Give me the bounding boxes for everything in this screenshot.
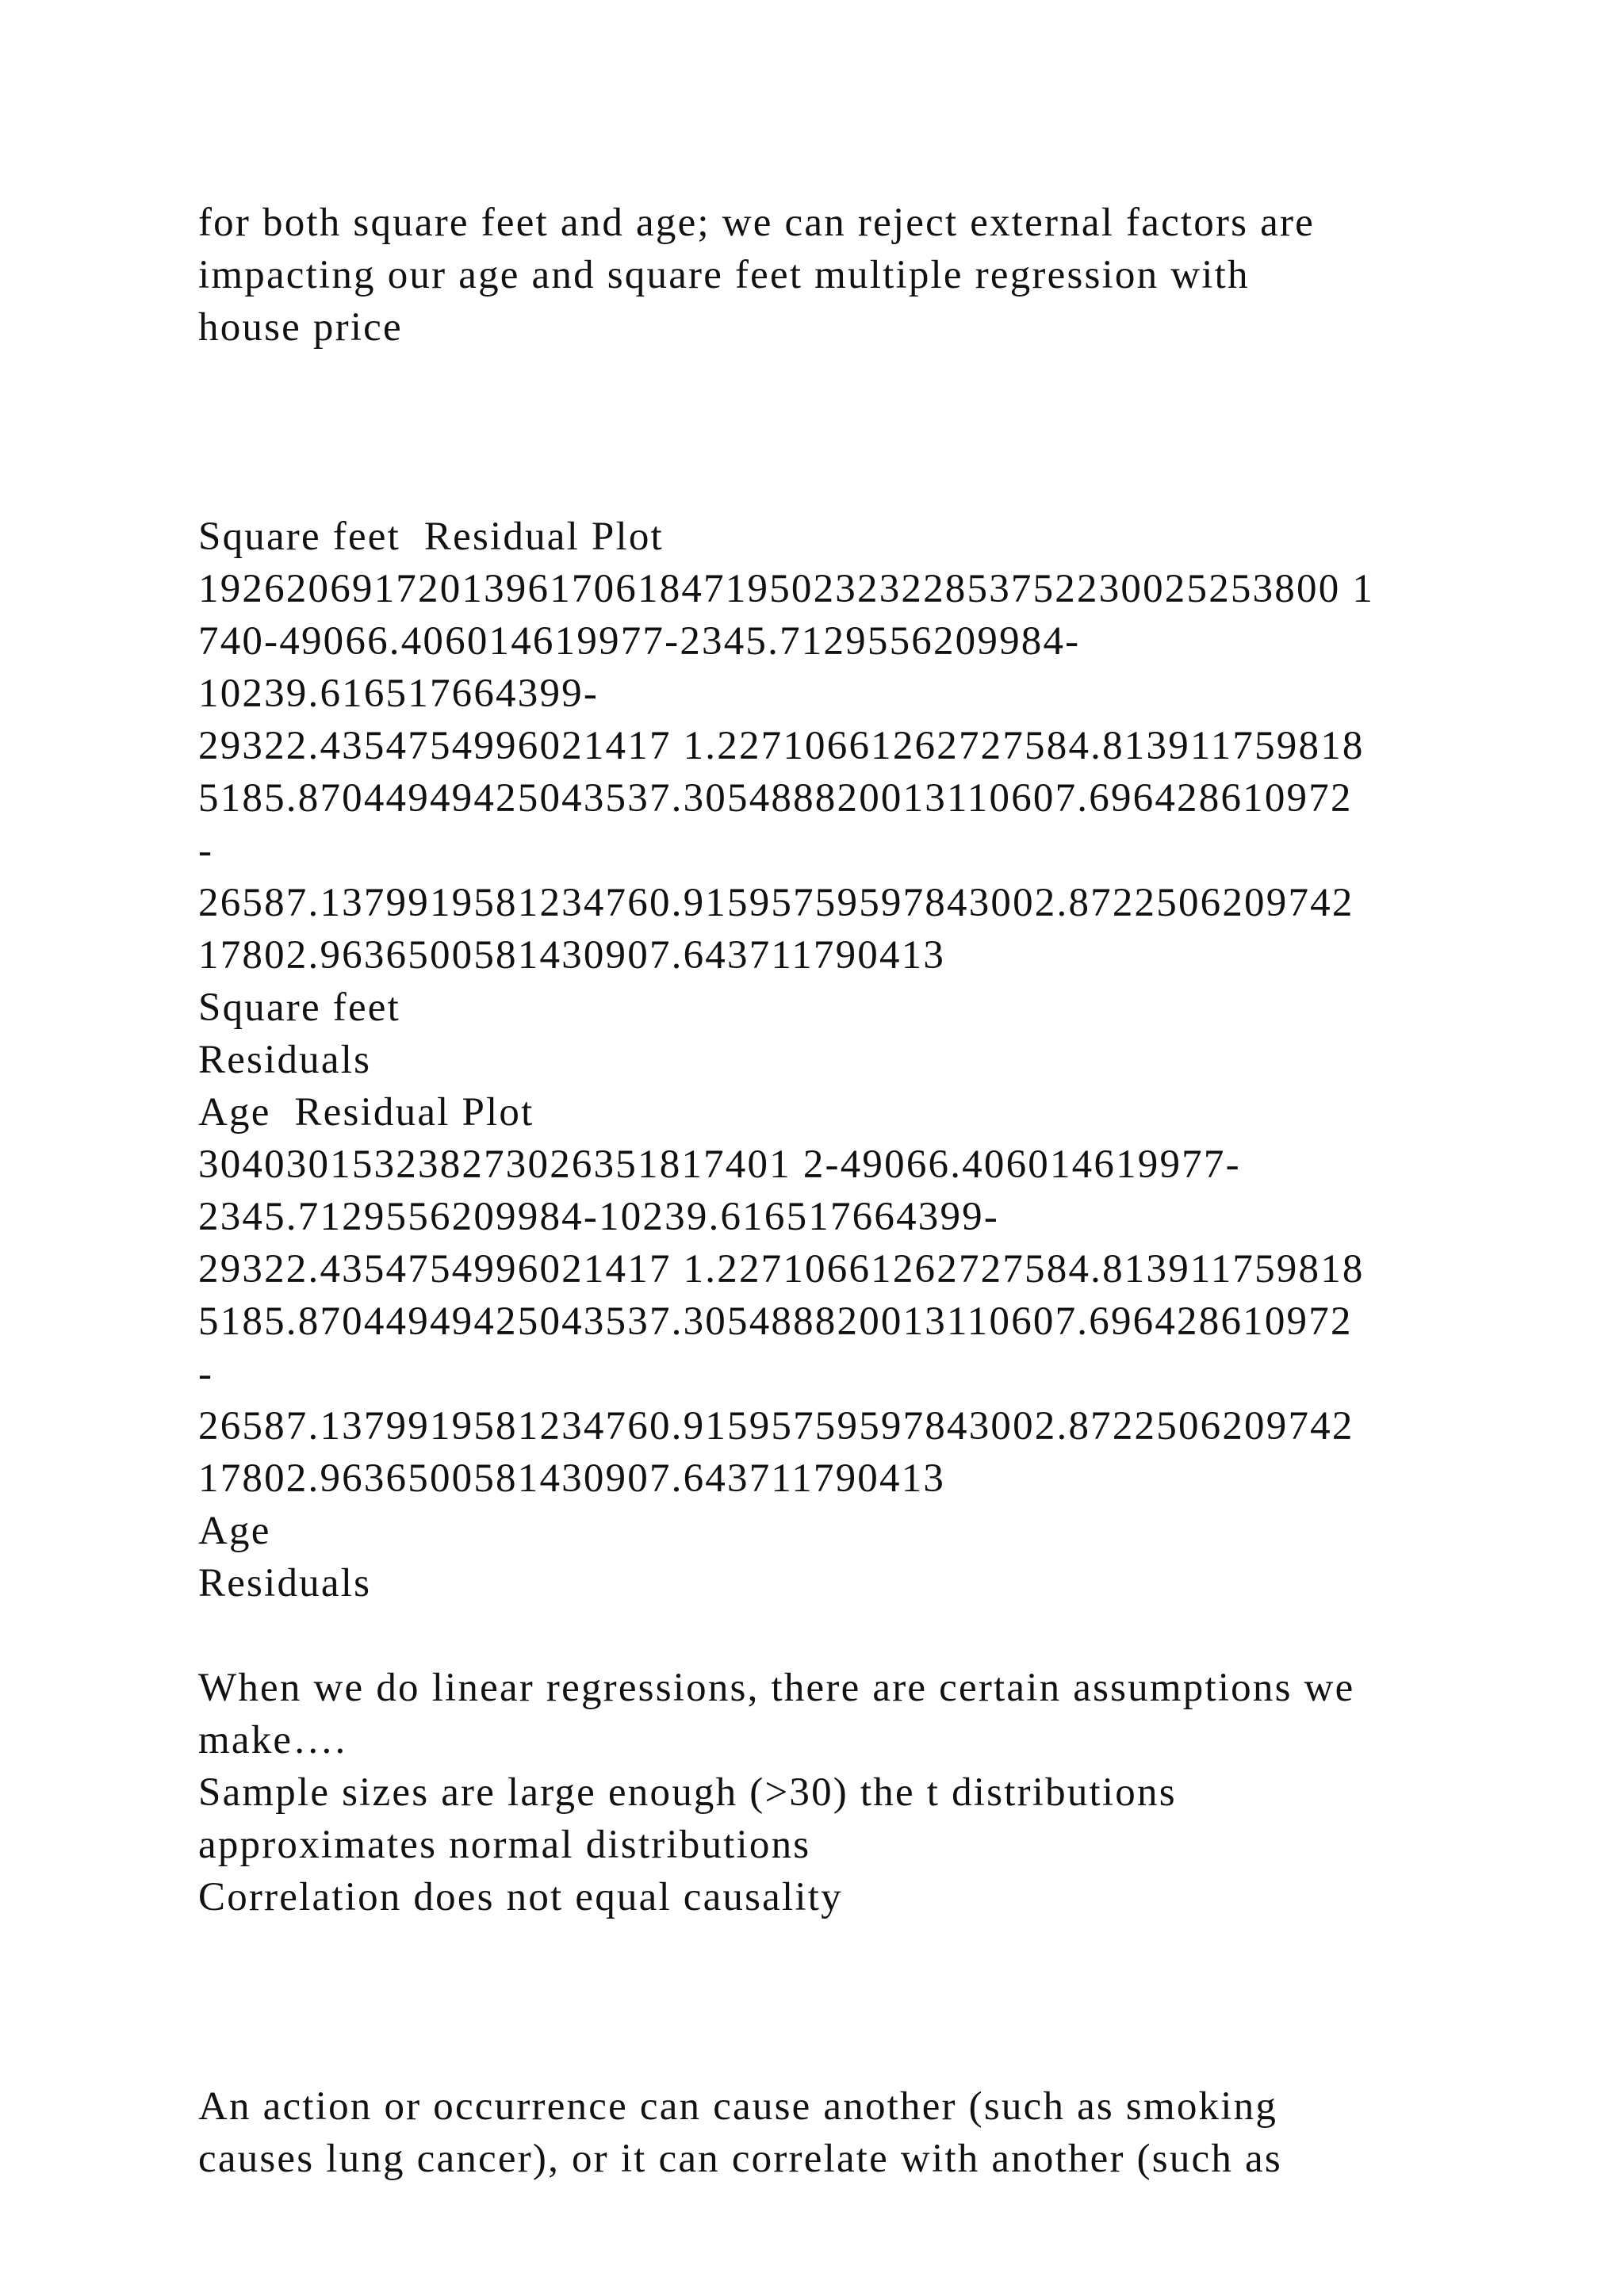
text-line: causes lung cancer), or it can correlate with another (such as	[198, 2137, 1282, 2181]
text-line: Sample sizes are large enough (>30) the t distributions	[198, 1770, 1177, 1815]
text-line: approximates normal distributions	[198, 1823, 811, 1867]
plot-data-line: 304030153238273026351817401 2-49066.406014619977-	[198, 1142, 1241, 1187]
plot-data-line: 1926206917201396170618471950232322853752230025253800 1	[198, 567, 1375, 611]
plot-data-line: 29322.4354754996021417 1.22710661262727584.813911759818	[198, 724, 1365, 768]
plot-data-line: -	[198, 828, 214, 873]
spacer	[198, 2028, 1451, 2080]
plot-title: Age Residual Plot	[198, 1090, 534, 1135]
plot-title: Square feet Residual Plot	[198, 515, 664, 559]
plot-data-line: 5185.87044949425043537.305488820013110607.696428610972	[198, 776, 1353, 821]
plot-data-line: -	[198, 1352, 214, 1396]
document-body	[198, 197, 1451, 2185]
plot-y-label: Residuals	[198, 1561, 372, 1605]
spacer	[198, 1609, 1451, 1662]
plot-data-line: 29322.4354754996021417 1.22710661262727584.813911759818	[198, 1247, 1365, 1292]
plot-data-line: 10239.616517664399-	[198, 672, 599, 716]
plot-data-line: 2345.7129556209984-10239.616517664399-	[198, 1195, 1000, 1239]
plot-data-line: 740-49066.406014619977-2345.7129556209984-	[198, 619, 1081, 664]
plot-data-line: 26587.1379919581234760.91595759597843002.8722506209742	[198, 1404, 1354, 1448]
spacer	[198, 458, 1451, 511]
square-feet-residual-plot-text	[198, 511, 1451, 1086]
spacer	[198, 354, 1451, 458]
text-line: for both square feet and age; we can reject external factors are	[198, 201, 1316, 245]
plot-data-line: 17802.9636500581430907.643711790413	[198, 933, 946, 978]
plot-y-label: Residuals	[198, 1038, 372, 1082]
text-line: When we do linear regressions, there are certain assumptions we	[198, 1666, 1355, 1710]
text-line: make….	[198, 1718, 347, 1762]
plot-data-line: 17802.9636500581430907.643711790413	[198, 1456, 946, 1501]
closing-paragraph	[198, 2080, 1451, 2185]
plot-x-label: Age	[198, 1509, 271, 1553]
text-line: impacting our age and square feet multiple regression with	[198, 253, 1250, 297]
spacer	[198, 1923, 1451, 2028]
text-line: house price	[198, 305, 403, 350]
text-line: Correlation does not equal causality	[198, 1875, 843, 1919]
assumptions-paragraph	[198, 1662, 1451, 1923]
age-residual-plot-text	[198, 1086, 1451, 1609]
plot-data-line: 5185.87044949425043537.305488820013110607.696428610972	[198, 1299, 1353, 1344]
text-line: An action or occurrence can cause another (such as smoking	[198, 2084, 1278, 2129]
intro-paragraph	[198, 197, 1451, 354]
plot-x-label: Square feet	[198, 985, 400, 1030]
plot-data-line: 26587.1379919581234760.91595759597843002.8722506209742	[198, 881, 1354, 925]
